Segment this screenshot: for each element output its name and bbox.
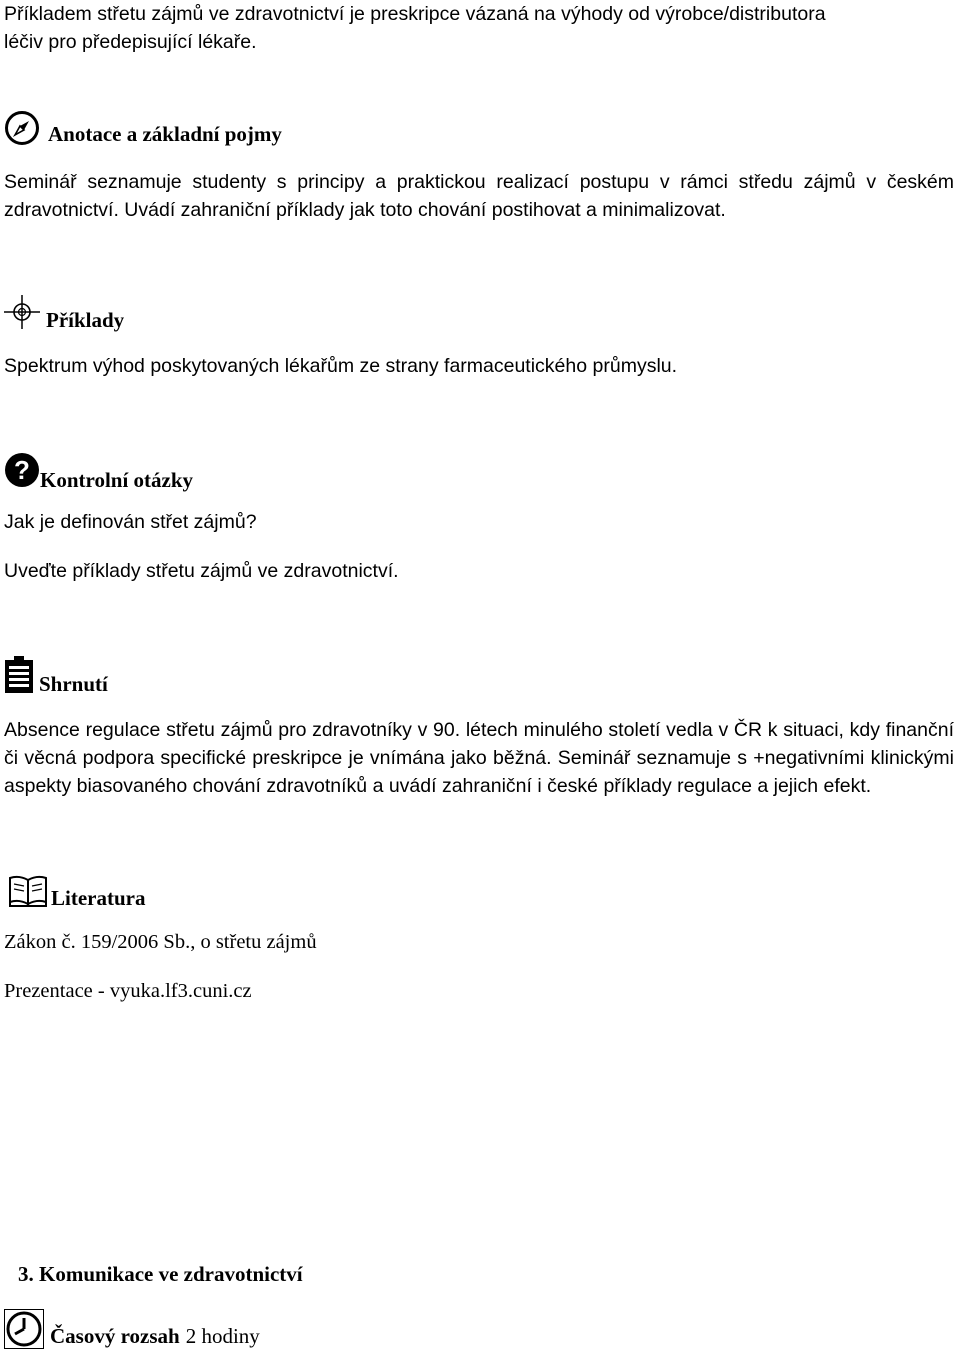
compass-icon <box>4 110 40 146</box>
intro-line-2: léčiv pro předepisující lékaře. <box>4 31 257 53</box>
kontrolni-q2: Uveďte příklady střetu zájmů ve zdravotnictví. <box>4 560 399 582</box>
kontrolni-heading <box>4 446 193 493</box>
casovy-heading <box>4 1308 260 1349</box>
book-icon <box>8 874 48 908</box>
shrnuti-heading <box>4 652 108 697</box>
literatura-heading <box>8 870 145 911</box>
clock-icon <box>4 1309 44 1349</box>
priklady-heading <box>4 292 124 333</box>
literatura-item-2: Prezentace - vyuka.lf3.cuni.cz <box>4 980 252 1002</box>
literatura-title: Literatura <box>51 886 146 910</box>
clipboard-icon <box>4 656 34 694</box>
casovy-label: Časový rozsah <box>50 1324 180 1348</box>
chapter-title: 3. Komunikace ve zdravotnictví <box>18 1262 303 1286</box>
casovy-value: 2 hodiny <box>185 1324 260 1348</box>
intro-paragraph <box>4 0 954 56</box>
anotace-title: Anotace a základní pojmy <box>48 122 282 146</box>
kontrolni-q1: Jak je definován střet zájmů? <box>4 511 257 533</box>
intro-line-1: Příkladem střetu zájmů ve zdravotnictví je preskripce vázaná na výhody od výrobce/distributora <box>4 3 826 25</box>
crosshair-icon <box>4 295 40 331</box>
anotace-text: Seminář seznamuje studenty s principy a praktickou realizací postupu v rámci středu zájmů v českém zdravotnictví. Uvádí zahraniční příklady jak toto chování postihovat a minimalizovat. <box>4 171 954 221</box>
question-icon <box>4 452 40 488</box>
shrnuti-title: Shrnutí <box>39 672 108 696</box>
anotace-heading <box>4 108 282 147</box>
priklady-title: Příklady <box>46 308 125 332</box>
priklady-text: Spektrum výhod poskytovaných lékařům ze strany farmaceutického průmyslu. <box>4 355 678 377</box>
shrnuti-text: Absence regulace střetu zájmů pro zdravotníky v 90. létech minulého století vedla v ČR k situaci, kdy finanční či věcná podpora specifické preskripce je vnímána jako běžná. Seminář seznamuje s +negativními klinickými aspekty biasovaného chování zdravotníků a uvádí zahraniční i české příklady regulace a jejich efekt. <box>4 719 954 797</box>
kontrolni-title: Kontrolní otázky <box>40 468 194 492</box>
svg-text:?: ? <box>14 454 30 485</box>
chapter-heading <box>18 1262 303 1287</box>
literatura-item-1: Zákon č. 159/2006 Sb., o střetu zájmů <box>4 931 317 953</box>
